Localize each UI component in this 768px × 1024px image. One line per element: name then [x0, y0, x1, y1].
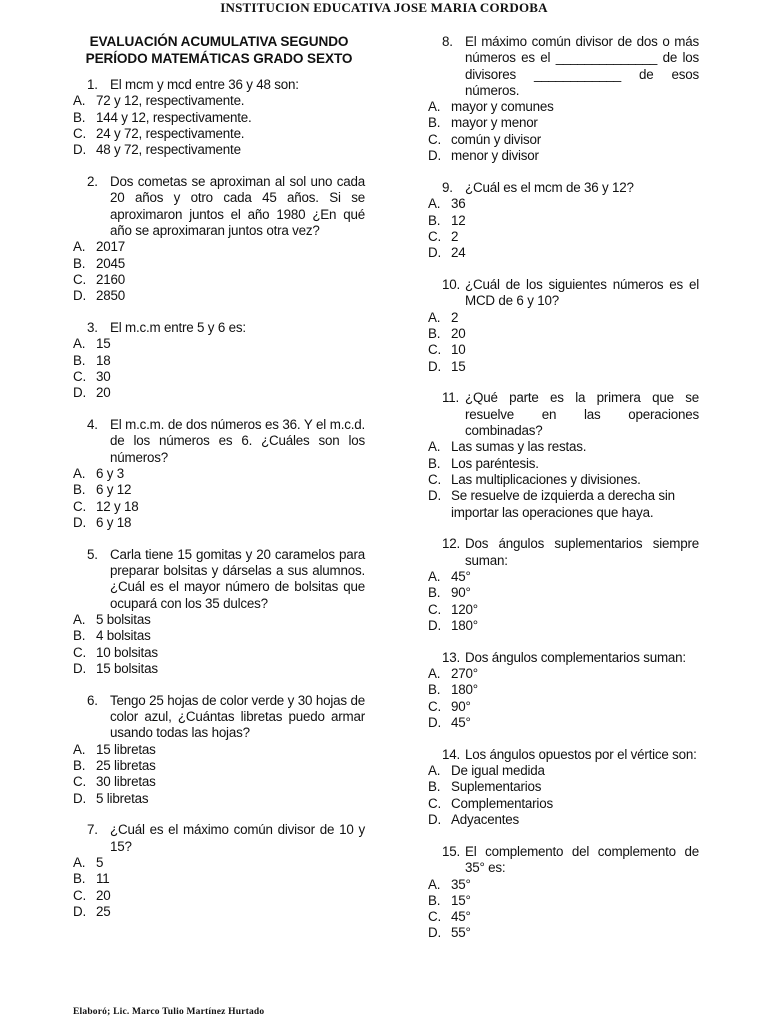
question-body: Los ángulos opuestos por el vértice son: [465, 746, 697, 762]
option-letter: B. [73, 757, 86, 773]
answer-option [73, 93, 365, 109]
answer-option [428, 456, 699, 472]
question-text [428, 536, 699, 569]
option-letter: A. [428, 439, 441, 455]
answer-option [428, 245, 699, 261]
option-text: 45° [451, 568, 471, 584]
option-letter: A. [73, 466, 86, 482]
question-body: Dos cometas se aproximan al sol uno cada 20 años y otro cada 45 años. Si se aproximaron juntos el año 1980 ¿En qué año se aproximaran juntos otra vez? [110, 174, 365, 238]
answer-option [428, 682, 699, 698]
option-letter: B. [428, 779, 441, 795]
option-text: 5 bolsitas [96, 611, 151, 627]
option-letter: C. [428, 601, 441, 617]
option-letter: D. [73, 142, 86, 158]
option-letter: A. [428, 309, 441, 325]
option-text: Adyacentes [451, 812, 519, 828]
option-letter: C. [428, 471, 441, 487]
option-letter: D. [428, 812, 441, 828]
option-letter: D. [73, 790, 86, 806]
question-item [428, 747, 699, 828]
question-item [428, 277, 699, 375]
question-item [73, 822, 365, 920]
question-item [428, 844, 699, 942]
question-body: Tengo 25 hojas de color verde y 30 hojas de color azul, ¿Cuántas libretas puedo armar usando todas las hojas? [110, 692, 365, 741]
answer-option [428, 925, 699, 941]
question-number: 5. [87, 546, 98, 562]
answer-option [428, 618, 699, 634]
question-item [73, 417, 365, 531]
answer-option [428, 132, 699, 148]
option-text: 45° [451, 909, 471, 925]
right-column [428, 34, 699, 957]
option-text: De igual medida [451, 763, 545, 779]
option-letter: B. [73, 482, 86, 498]
option-letter: A. [428, 763, 441, 779]
question-text [428, 844, 699, 877]
answer-option [73, 288, 365, 304]
answer-option [428, 148, 699, 164]
answer-option [73, 612, 365, 628]
answer-option [428, 439, 699, 455]
option-text: 90° [451, 698, 471, 714]
option-text: 15 bolsitas [96, 660, 158, 676]
option-letter: C. [73, 125, 86, 141]
answer-option [73, 871, 365, 887]
answer-option [428, 666, 699, 682]
option-letter: A. [73, 239, 86, 255]
answer-option [428, 585, 699, 601]
question-body: El máximo común divisor de dos o más números es el ______________ de los divisores ____________ de esos números. [465, 34, 699, 98]
question-body: El mcm y mcd entre 36 y 48 son: [110, 77, 299, 92]
question-body: El m.c.m entre 5 y 6 es: [110, 320, 246, 336]
option-text: 24 y 72, respectivamente. [96, 125, 245, 141]
option-letter: C. [73, 498, 86, 514]
answer-option [428, 909, 699, 925]
answer-option [73, 758, 365, 774]
answer-option [73, 272, 365, 288]
answer-option [73, 661, 365, 677]
option-text: 6 y 12 [96, 482, 132, 498]
option-text: 15 libretas [96, 741, 156, 757]
question-body: Carla tiene 15 gomitas y 20 caramelos para preparar bolsitas y dárselas a sus alumnos. ¿Cuál es el mayor número de bolsitas que ocupará con los 35 dulces? [110, 546, 365, 611]
option-text: 270° [451, 666, 478, 682]
question-number: 2. [87, 174, 98, 190]
option-text: común y divisor [451, 131, 542, 147]
question-item [428, 34, 699, 164]
question-body: ¿Cuál de los siguientes números es el MCD de 6 y 10? [465, 277, 699, 309]
question-text [73, 547, 365, 612]
question-number: 7. [87, 822, 98, 838]
option-letter: A. [428, 99, 441, 115]
option-text: 20 [96, 385, 111, 401]
option-letter: B. [428, 585, 441, 601]
option-text: Suplementarios [451, 779, 542, 795]
option-letter: B. [73, 255, 86, 271]
answer-option [73, 369, 365, 385]
option-letter: C. [73, 887, 86, 903]
option-text: 2 [451, 228, 459, 244]
question-item [428, 390, 699, 520]
option-letter: A. [428, 666, 441, 682]
option-text: Los paréntesis. [451, 455, 539, 471]
answer-option [73, 628, 365, 644]
answer-option [428, 310, 699, 326]
option-letter: C. [73, 368, 86, 384]
question-number: 6. [87, 692, 98, 708]
answer-option [73, 336, 365, 352]
option-letter: A. [428, 568, 441, 584]
option-text: Las sumas y las restas. [451, 439, 587, 455]
option-text: 11 [96, 871, 110, 887]
answer-option [428, 877, 699, 893]
question-item [73, 174, 365, 304]
question-number: 9. [442, 179, 453, 195]
option-letter: C. [428, 909, 441, 925]
question-number: 11. [442, 390, 460, 406]
answer-option [73, 482, 365, 498]
option-text: 12 y 18 [96, 498, 139, 514]
option-text: 18 [96, 352, 111, 368]
question-item [428, 650, 699, 731]
option-letter: A. [73, 93, 86, 109]
question-text [428, 180, 699, 196]
option-text: 90° [451, 585, 471, 601]
answer-option [428, 893, 699, 909]
option-text: 2 [451, 309, 459, 325]
option-letter: B. [73, 628, 86, 644]
answer-option [73, 110, 365, 126]
option-letter: C. [428, 698, 441, 714]
option-text: 20 [96, 887, 111, 903]
option-text: 120° [451, 601, 478, 617]
question-body: ¿Qué parte es la primera que se resuelve en las operaciones combinadas? [465, 390, 699, 439]
option-text: 36 [451, 196, 466, 212]
answer-option [428, 715, 699, 731]
option-letter: A. [73, 611, 86, 627]
option-text: 72 y 12, respectivamente. [96, 93, 245, 109]
option-text: 6 y 3 [96, 466, 125, 482]
question-item [73, 547, 365, 677]
answer-option [428, 569, 699, 585]
answer-option [73, 256, 365, 272]
question-text [428, 650, 699, 666]
question-number: 10. [442, 277, 461, 293]
option-text: 15 [96, 336, 111, 352]
option-letter: C. [73, 774, 86, 790]
question-body: Dos ángulos complementarios suman: [465, 649, 686, 665]
answer-option [428, 812, 699, 828]
option-text: 45° [451, 714, 471, 730]
option-letter: B. [73, 352, 86, 368]
option-letter: B. [428, 682, 441, 698]
exam-title [73, 34, 365, 67]
question-text [73, 77, 365, 93]
option-text: 10 [451, 342, 466, 358]
question-body: ¿Cuál es el máximo común divisor de 10 y 15? [110, 822, 365, 854]
question-body: ¿Cuál es el mcm de 36 y 12? [465, 179, 634, 195]
answer-option [428, 213, 699, 229]
question-text [428, 747, 699, 763]
option-text: 4 bolsitas [96, 628, 151, 644]
option-text: Las multiplicaciones y divisiones. [451, 471, 641, 487]
option-letter: A. [428, 196, 441, 212]
question-number: 3. [87, 320, 98, 336]
question-number: 4. [87, 417, 98, 433]
exam-title-line-2: PERÍODO MATEMÁTICAS GRADO SEXTO [85, 50, 353, 66]
option-letter: C. [428, 795, 441, 811]
option-letter: C. [428, 228, 441, 244]
option-letter: D. [428, 148, 441, 164]
answer-option [73, 855, 365, 871]
option-text: 48 y 72, respectivamente [96, 142, 241, 158]
option-text: 144 y 12, respectivamente. [96, 109, 252, 125]
question-body: El m.c.m. de dos números es 36. Y el m.c.d. de los números es 6. ¿Cuáles son los números? [110, 417, 365, 465]
question-number: 14. [442, 746, 461, 762]
option-text: 2017 [96, 239, 125, 255]
option-text: 180° [451, 617, 478, 633]
answer-option [428, 342, 699, 358]
question-body: El complemento del complemento de 35° es: [465, 843, 699, 876]
option-text: 15 [451, 358, 466, 374]
answer-option [73, 888, 365, 904]
answer-option [428, 359, 699, 375]
option-text: mayor y menor [451, 115, 538, 131]
option-text: 30 libretas [96, 774, 156, 790]
option-text: 55° [451, 925, 471, 941]
option-letter: D. [428, 488, 441, 504]
question-text [73, 320, 365, 336]
question-text [428, 277, 699, 310]
option-letter: D. [428, 617, 441, 633]
answer-option [428, 602, 699, 618]
left-column [73, 34, 365, 936]
option-letter: D. [73, 385, 86, 401]
option-letter: C. [73, 644, 86, 660]
answer-option [73, 904, 365, 920]
option-letter: D. [73, 514, 86, 530]
option-letter: B. [428, 212, 441, 228]
answer-option [428, 229, 699, 245]
option-letter: C. [73, 271, 86, 287]
option-text: menor y divisor [451, 148, 539, 164]
answer-option [73, 126, 365, 142]
question-number: 13. [442, 649, 461, 665]
question-text [428, 34, 699, 99]
answer-option [428, 115, 699, 131]
answer-option [428, 699, 699, 715]
answer-option [73, 499, 365, 515]
option-letter: D. [428, 714, 441, 730]
option-letter: D. [428, 925, 441, 941]
option-text: 6 y 18 [96, 514, 132, 530]
option-letter: B. [428, 115, 441, 131]
question-body: Dos ángulos suplementarios siempre suman: [465, 536, 699, 568]
option-text: 30 [96, 368, 111, 384]
answer-option [73, 142, 365, 158]
option-letter: D. [428, 358, 441, 374]
option-text: 5 [96, 855, 104, 871]
option-text: 35° [451, 876, 471, 892]
question-number: 15. [442, 843, 461, 859]
option-text: 24 [451, 245, 466, 261]
option-letter: D. [73, 288, 86, 304]
option-letter: B. [73, 109, 86, 125]
option-letter: A. [73, 741, 86, 757]
answer-option [73, 742, 365, 758]
option-text: 25 libretas [96, 757, 156, 773]
answer-option [73, 353, 365, 369]
option-letter: B. [428, 455, 441, 471]
answer-option [428, 99, 699, 115]
option-text: mayor y comunes [451, 99, 554, 115]
option-text: 12 [451, 212, 466, 228]
option-letter: D. [428, 245, 441, 261]
question-number: 8. [442, 34, 453, 49]
option-letter: B. [73, 871, 86, 887]
option-text: 15° [451, 892, 471, 908]
option-letter: A. [73, 336, 86, 352]
option-text: 2850 [96, 288, 125, 304]
answer-option [428, 472, 699, 488]
answer-option [73, 239, 365, 255]
option-text: Complementarios [451, 795, 553, 811]
question-text [428, 390, 699, 439]
question-item [73, 77, 365, 158]
question-item [73, 320, 365, 401]
answer-option [428, 196, 699, 212]
answer-option [428, 488, 699, 521]
option-text: 25 [96, 903, 111, 919]
answer-option [428, 326, 699, 342]
right-question-list [428, 34, 699, 942]
exam-title-line-1: EVALUACIÓN ACUMULATIVA SEGUNDO [89, 34, 349, 49]
option-text: Se resuelve de izquierda a derecha sin importar las operaciones que haya. [451, 488, 675, 520]
option-letter: D. [73, 660, 86, 676]
option-letter: C. [428, 342, 441, 358]
answer-option [73, 791, 365, 807]
question-item [73, 693, 365, 807]
question-text [73, 822, 365, 855]
answer-option [73, 385, 365, 401]
question-item [428, 536, 699, 634]
school-header: INSTITUCION EDUCATIVA JOSE MARIA CORDOBA [220, 0, 548, 15]
option-letter: B. [428, 892, 441, 908]
question-text [73, 417, 365, 466]
option-letter: B. [428, 325, 441, 341]
question-text [73, 693, 365, 742]
answer-option [428, 763, 699, 779]
answer-option [73, 645, 365, 661]
answer-option [73, 515, 365, 531]
answer-option [428, 796, 699, 812]
option-text: 10 bolsitas [96, 644, 158, 660]
answer-option [73, 466, 365, 482]
question-number: 1. [87, 77, 98, 92]
question-number: 12. [442, 536, 461, 552]
question-text [73, 174, 365, 239]
option-letter: A. [73, 855, 86, 871]
option-letter: C. [428, 131, 441, 147]
option-letter: D. [73, 903, 86, 919]
answer-option [73, 774, 365, 790]
option-text: 2045 [96, 255, 125, 271]
option-text: 5 libretas [96, 790, 149, 806]
option-letter: A. [428, 876, 441, 892]
option-text: 180° [451, 682, 478, 698]
answer-option [428, 779, 699, 795]
option-text: 20 [451, 325, 466, 341]
left-question-list [73, 77, 365, 920]
question-item [428, 180, 699, 261]
author-footer: Elaboró; Lic. Marco Tulio Martínez Hurtado [73, 1007, 265, 1017]
option-text: 2160 [96, 271, 125, 287]
